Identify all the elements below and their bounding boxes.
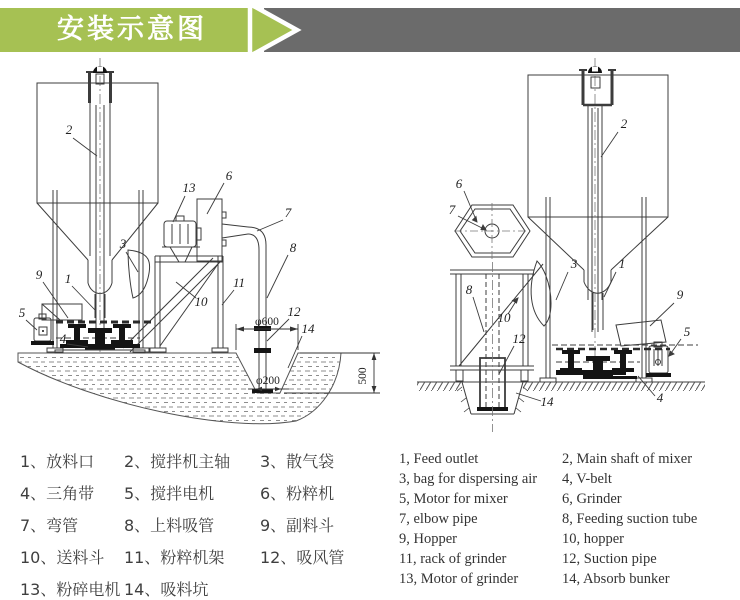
legend-item: 1、放料口 xyxy=(20,452,95,471)
part-label-2: 2 xyxy=(65,122,73,137)
part-label-6: 6 xyxy=(225,168,233,183)
legend-item: 3、散气袋 xyxy=(260,452,335,471)
legend-item xyxy=(260,577,344,600)
legend-item: 14、吸料坑 xyxy=(124,580,209,599)
part-label-8: 8 xyxy=(289,240,297,255)
legend-item: 12, Suction pipe xyxy=(562,551,657,567)
part-label-1-front: 1 xyxy=(618,256,626,271)
legend-item: 2, Main shaft of mixer xyxy=(562,451,693,467)
legend-item: 4、三角带 xyxy=(20,484,95,503)
part-label-6-front: 6 xyxy=(455,176,463,191)
part-label-5: 5 xyxy=(18,305,26,320)
legend-item: 4, V-belt xyxy=(562,471,612,487)
legend-item: 11, rack of grinder xyxy=(399,551,507,567)
part-label-14-front: 14 xyxy=(540,394,554,409)
left-diagram-side-view xyxy=(18,58,380,424)
legend-item: 5、搅拌电机 xyxy=(124,484,215,503)
legend-item: 9, Hopper xyxy=(399,531,457,547)
legend-item: 3, bag for dispersing air xyxy=(399,471,538,487)
legend-english xyxy=(399,451,697,588)
legend-item: 8、上料吸管 xyxy=(124,516,215,535)
part-label-7-front: 7 xyxy=(448,202,456,217)
grinder-rack xyxy=(150,256,228,352)
part-label-4: 4 xyxy=(59,331,67,346)
part-label-5-front: 5 xyxy=(683,324,691,339)
legend-item: 14, Absorb bunker xyxy=(562,571,670,587)
mixer-motor-front xyxy=(646,342,671,377)
legend-item: 12、吸风管 xyxy=(260,548,345,567)
part-label-3-front: 3 xyxy=(570,256,578,271)
legend-item: 6, Grinder xyxy=(562,491,622,507)
legend-item: 2、搅拌机主轴 xyxy=(124,452,231,471)
mixer-top-drive-front xyxy=(579,66,616,105)
page-title: 安装示意图 xyxy=(57,14,207,45)
legend-item: 10、送料斗 xyxy=(20,548,105,567)
part-label-10: 10 xyxy=(194,294,208,309)
legend-item: 13、粉碎电机 xyxy=(20,580,121,599)
part-label-7: 7 xyxy=(284,205,292,220)
mixer-base-front xyxy=(552,345,698,379)
legend-item: 10, hopper xyxy=(562,531,625,547)
legend-item: 9、副料斗 xyxy=(260,516,335,535)
ground-section xyxy=(18,353,341,424)
part-label-8-front: 8 xyxy=(465,282,473,297)
right-diagram-front-view xyxy=(417,58,705,432)
legend-item: 13, Motor of grinder xyxy=(399,571,519,587)
part-label-2-front: 2 xyxy=(620,116,628,131)
mixer-base xyxy=(31,304,152,353)
dim-text-depth: 500 xyxy=(357,367,369,385)
part-label-3: 3 xyxy=(119,236,127,251)
part-label-12-front: 12 xyxy=(512,331,526,346)
legend-item: 7、弯管 xyxy=(20,516,79,535)
dim-text-top: φ600 xyxy=(255,316,279,328)
part-label-14: 14 xyxy=(301,321,315,336)
grinder-rack-front xyxy=(450,264,543,381)
part-label-9-front: 9 xyxy=(676,287,684,302)
grinder-front xyxy=(454,203,530,262)
legend-item: 11、粉粹机架 xyxy=(124,548,225,567)
legend-item: 7, elbow pipe xyxy=(399,511,478,527)
part-label-1: 1 xyxy=(64,271,72,286)
part-label-12: 12 xyxy=(287,304,301,319)
legend-item: 1, Feed outlet xyxy=(399,451,479,467)
part-label-10-front: 10 xyxy=(497,310,511,325)
part-label-11: 11 xyxy=(232,275,246,290)
part-label-13: 13 xyxy=(182,180,196,195)
legend-chinese xyxy=(20,449,344,600)
grinder-motor xyxy=(162,216,201,262)
part-label-9: 9 xyxy=(35,267,43,282)
suction-pipe xyxy=(248,227,266,390)
air-bag-front xyxy=(531,261,551,326)
legend-item: 6、粉粹机 xyxy=(260,484,335,503)
legend-item: 8, Feeding suction tube xyxy=(562,511,698,527)
suction-pipe-front xyxy=(477,262,508,432)
dim-text-bottom: φ200 xyxy=(256,375,280,387)
part-label-4-front: 4 xyxy=(656,390,664,405)
legend-item: 5, Motor for mixer xyxy=(399,491,508,507)
